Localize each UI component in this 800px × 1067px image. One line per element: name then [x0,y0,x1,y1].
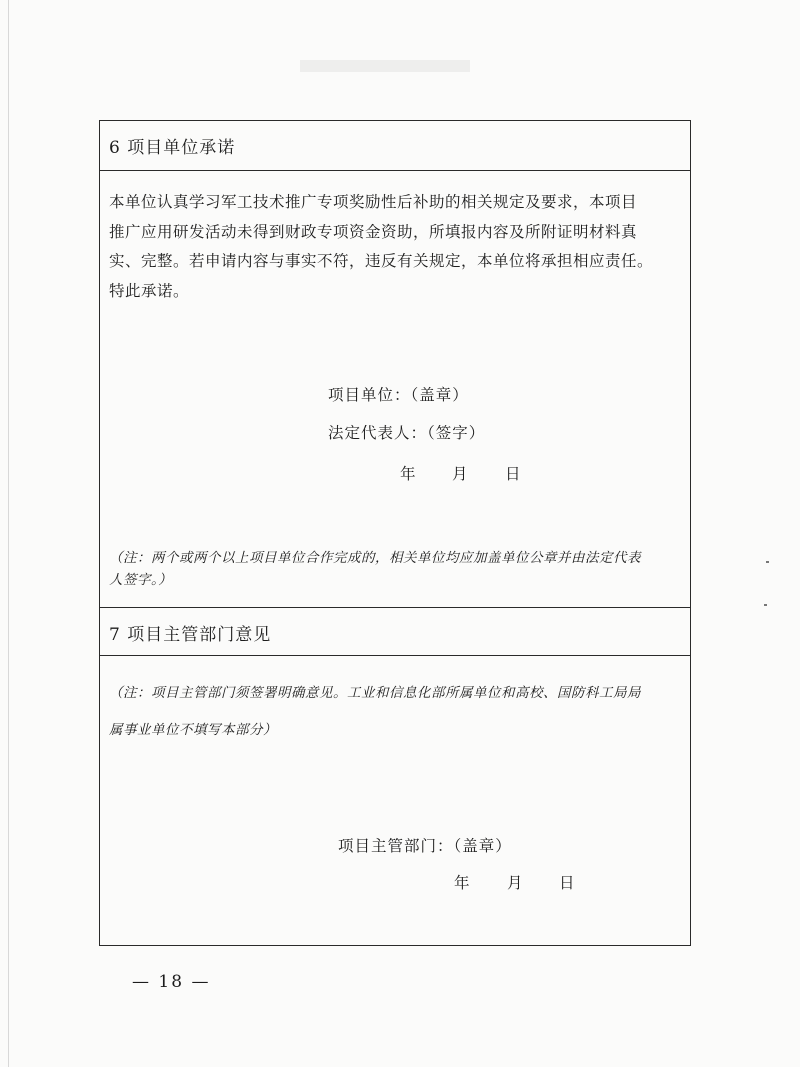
application-form-table [99,120,691,946]
note-line: 属事业单位不填写本部分） [109,722,277,738]
section-6-title: 6 项目单位承诺 [109,138,236,158]
unit-seal-label: 项目单位：（盖章） [328,386,469,404]
note-line: 人签字。） [109,572,173,588]
section-7-note [109,675,685,749]
date-day: 日 [559,874,575,892]
pledge-line: 本单位认真学习军工技术推广专项奖励性后补助的相关规定及要求，本项目 [109,193,638,211]
date-month: 月 [507,874,523,892]
section-6-body [100,171,690,608]
scan-edge-line [8,0,9,1067]
legal-rep-sign-label: 法定代表人：（签字） [328,424,486,442]
pledge-text [109,188,681,306]
page-number: — 18 — [132,972,211,992]
note-line: （注：两个或两个以上项目单位合作完成的，相关单位均应加盖单位公章并由法定代表 [109,550,641,566]
dept-seal-label: 项目主管部门：（盖章） [338,837,512,855]
show-through-mark [300,60,470,72]
date-year: 年 [454,874,470,892]
date-month: 月 [452,465,468,483]
pledge-line: 实、完整。若申请内容与事实不符，违反有关规定，本单位将承担相应责任。 [109,252,654,270]
section-6-note [109,547,685,591]
pledge-line: 推广应用研发活动未得到财政专项资金资助，所填报内容及所附证明材料真 [109,222,638,241]
date-year: 年 [400,465,416,483]
scan-speck [764,604,767,606]
section-7-body [100,656,690,947]
scan-speck [766,561,769,563]
date-day: 日 [505,465,521,483]
section-7-title: 7 项目主管部门意见 [109,625,272,645]
note-line: （注：项目主管部门须签署明确意见。工业和信息化部所属单位和高校、国防科工局局 [109,685,641,701]
section-6-header-row [100,121,690,171]
pledge-line: 特此承诺。 [109,281,190,300]
section-7-header-row [100,608,690,656]
